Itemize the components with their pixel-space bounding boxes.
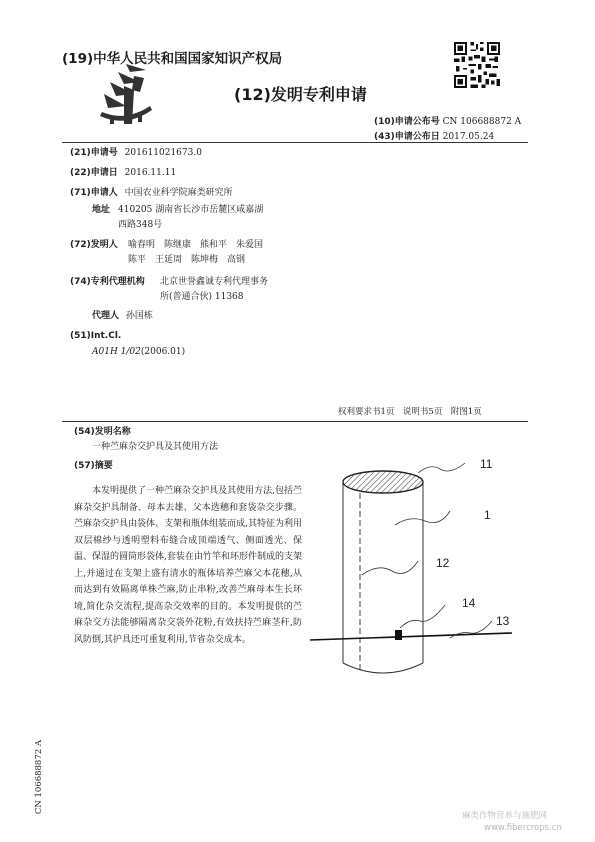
address — [118, 203, 263, 233]
label-14: 14 — [462, 596, 476, 610]
inventors-label-text: (72)发明人 — [70, 240, 118, 250]
applicant: 中国农业科学院麻类研究所 — [124, 188, 233, 198]
inventors-line-2: 陈平 王延周 陈坤梅 高钢 — [128, 255, 246, 265]
intcl-version: (2006.01) — [140, 347, 186, 357]
title-label — [74, 425, 131, 440]
title-label-text: (54)发明名称 — [74, 427, 131, 437]
ring-fitting — [395, 630, 402, 640]
filing-date: 2016.11.11 — [124, 168, 177, 178]
abstract-label — [74, 459, 113, 474]
address-line-1: 410205 湖南省长沙市岳麓区咸嘉湖 — [118, 205, 264, 215]
page-counts: 权利要求书1页 说明书5页 附图1页 — [338, 407, 482, 417]
office-name: (19)中华人民共和国国家知识产权局 — [62, 51, 283, 67]
label-1: 1 — [484, 508, 491, 522]
qr-code-icon — [454, 42, 500, 88]
agency-label-text: (74)专利代理机构 — [70, 277, 145, 287]
watermark-url: www.fibercrops.cn — [484, 823, 562, 833]
abstract-label-text: (57)摘要 — [74, 461, 113, 471]
agency — [160, 275, 268, 305]
agent-row — [92, 309, 153, 324]
document-type: (12)发明专利申请 — [234, 85, 367, 104]
address-label-text: 地址 — [92, 205, 111, 215]
figure-protector-drawing — [300, 455, 540, 685]
breathable-top — [343, 471, 423, 493]
inventors-line-1: 喻春明 陈继康 熊和平 朱爱国 — [128, 240, 264, 250]
abstract-text: 本发明提供了一种苎麻杂交护具及其使用方法,包括苎麻杂交护具制备、母本去雄、父本选穗和套袋杂交步骤。苎麻杂交护具由袋体、支架和瓶体组装而成,其特征为利用双层棉纱与透明塑料布缝合成顶端透气、侧面透光、保温、保湿的圆筒形袋体,套装在由竹竿和环形件制成的支架上,并通过在支架上盛有清水的瓶体培养苎麻父本花穗,从而达到有效隔离单株苎麻,防止串粉,改善苎麻母本生长环境,简化杂交流程,提高杂交效率的目的。本发明提供的苎麻杂交方法能够隔离杂交袋外花粉,有效扶持苎麻茎秆,防风防倒,其护具还可重复利用,节省杂交成本。 — [74, 486, 302, 645]
intcl-label — [70, 329, 121, 344]
application-number-row — [70, 146, 202, 161]
invention-title: 一种苎麻杂交护具及其使用方法 — [92, 442, 219, 452]
publication-number: CN 106688872 A — [442, 117, 522, 127]
agency-line-1: 北京世誉鑫诚专利代理事务 — [160, 277, 269, 287]
publication-date-line — [374, 129, 494, 142]
application-number: 201611021673.0 — [124, 148, 202, 158]
address-label — [92, 203, 110, 218]
inventors-label — [70, 238, 118, 253]
filing-date-label: (22)申请日 — [70, 168, 118, 178]
filing-date-row — [70, 166, 176, 181]
cylinder-bag — [343, 482, 423, 673]
ground-line — [310, 633, 512, 640]
inventors — [128, 238, 263, 268]
agent: 孙国栋 — [125, 311, 153, 321]
agency-line-2: 所(普通合伙) 11368 — [160, 292, 244, 302]
address-line-2: 西路348号 — [118, 220, 163, 230]
intcl-label-text: (51)Int.Cl. — [70, 331, 122, 341]
cnipa-emblem-icon — [96, 62, 156, 126]
label-11: 11 — [480, 457, 493, 471]
leader-12 — [362, 561, 418, 575]
label-12: 12 — [436, 556, 450, 570]
publication-number-line — [374, 114, 521, 127]
leader-11 — [418, 463, 465, 473]
publication-number-label: (10)申请公布号 — [374, 117, 440, 127]
agent-label: 代理人 — [92, 311, 120, 321]
publication-date: 2017.05.24 — [442, 132, 495, 142]
publication-date-label: (43)申请公布日 — [374, 132, 440, 142]
intcl-classification — [92, 345, 185, 360]
watermark-site-name: 麻类作物营养与施肥网 — [462, 811, 548, 821]
label-13: 13 — [496, 614, 510, 628]
header-divider — [62, 142, 528, 143]
applicant-label: (71)申请人 — [70, 188, 118, 198]
applicant-row — [70, 186, 233, 201]
section-divider — [62, 421, 528, 422]
intcl-code: A01H 1/02 — [92, 347, 141, 357]
side-publication-number: CN 106688872 A — [34, 740, 44, 815]
agency-label — [70, 275, 145, 290]
application-number-label: (21)申请号 — [70, 148, 118, 158]
